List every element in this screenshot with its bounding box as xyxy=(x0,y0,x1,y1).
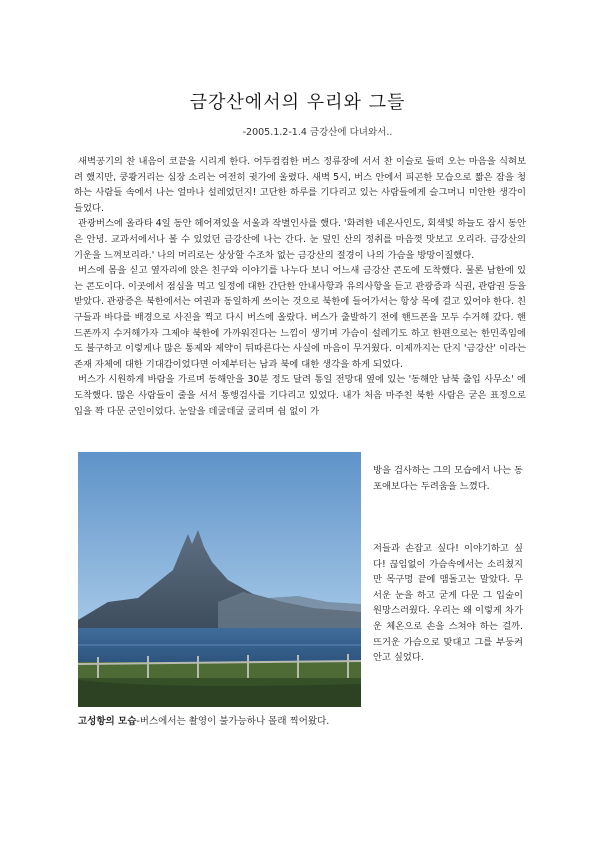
paragraph-1: 새벽공기의 찬 내음이 코끝을 시리게 한다. 어두컴컴한 버스 정류장에 서서 찬 이슬로 들떠 오는 마음을 식혀보려 했지만, 쿵쾅거리는 심장 소리는 여전히 귓가에 울렸다. 새벽 5시, 버스 안에서 피곤한 모습으로 짧은 잠을 청하는 사람들 속에서 나는 얼마나 설레었던지! 고단한 하루를 기다리고 있는 사람들에게 슬그머니 미안한 생각이 들었다. xyxy=(74,156,526,214)
paragraph-3: 버스에 몸을 싣고 옆자리에 앉은 친구와 이야기를 나누다 보니 어느새 금강산 콘도에 도착했다. 물론 남한에 있는 콘도이다. 이곳에서 점심을 먹고 일정에 대한 간단한 안내사항과 유의사항을 듣고 관광증과 식권, 관람권 등을 받았다. 관광증은 북한에서는 여권과 동일하게 쓰이는 것으로 북한에 들어가서는 항상 목에 걸고 있어야 한다. 친구들과 바다를 배경으로 사진을 찍고 다시 버스에 올랐다. 버스가 출발하기 전에 핸드폰을 모두 수거해 갔다. 핸드폰까지 수거해가자 그제야 북한에 가까워진다는 느낌이 생기며 가슴이 설레기도 하고 한편으로는 한민족임에도 불구하고 이렇게나 많은 통제와 제약이 뒤따른다는 사실에 마음이 무거웠다. 이제까지는 단지 '금강산' 이라는 존재 자체에 대한 기대감이었다면 이제부터는 남과 북에 대한 생각을 하게 되었다. xyxy=(74,265,526,370)
photo-caption xyxy=(78,714,361,730)
paragraph-4: 버스가 시원하게 바람을 가르며 동해안을 30분 정도 달려 통일 전망대 옆에 있는 '동해안 남북 출입 사무소' 에 도착했다. 많은 사람들이 줄을 서서 통행검사를 기다리고 있었다. 내가 처음 마주친 북한 사람은 굳은 표정으로 입을 꽉 다문 군인이었다. 눈알을 데굴데굴 굴리며 쉼 없이 가 xyxy=(74,374,526,417)
goseong-harbor-photo xyxy=(78,452,361,707)
side-paragraph: 저들과 손잡고 싶다! 이야기하고 싶다! 끊임없이 가슴속에서는 소리쳤지만 목구멍 끝에 맴돌고는 말았다. 무서운 눈을 하고 굳게 다문 그 입술이 원망스러웠다. 우리는 왜 이렇게 차가운 체온으로 손을 스쳐야 하는 걸까. 뜨거운 가슴으로 맞대고 그를 부둥켜안고 싶었다. xyxy=(373,543,523,664)
document-title: 금강산에서의 우리와 그들 xyxy=(189,92,406,113)
caption-title: 고성항의 모습 xyxy=(78,716,137,727)
body-text xyxy=(74,154,526,419)
paragraph-2: 관광버스에 올라타 4일 동안 헤어져있을 서울과 작별인사를 했다. '화려한 네온사인도, 회색빛 하늘도 잠시 동안은 안녕. 교과서에서나 볼 수 있었던 금강산에 나는 간다. 눈 덮인 산의 정취를 마음껏 맛보고 오리라. 금강산의 기운을 느껴보리라.' 나의 머리로는 상상할 수조차 없는 금강산의 절경이 나의 가슴을 방망이질했다. xyxy=(74,218,526,261)
document-subtitle: -2005.1.2-1.4 금강산에 다녀와서.. xyxy=(242,127,393,138)
side-text-continuation: 방을 검사하는 그의 모습에서 나는 동포애보다는 두려움을 느꼈다. xyxy=(373,465,523,492)
caption-text: -버스에서는 촬영이 불가능하나 몰래 찍어왔다. xyxy=(136,716,330,727)
